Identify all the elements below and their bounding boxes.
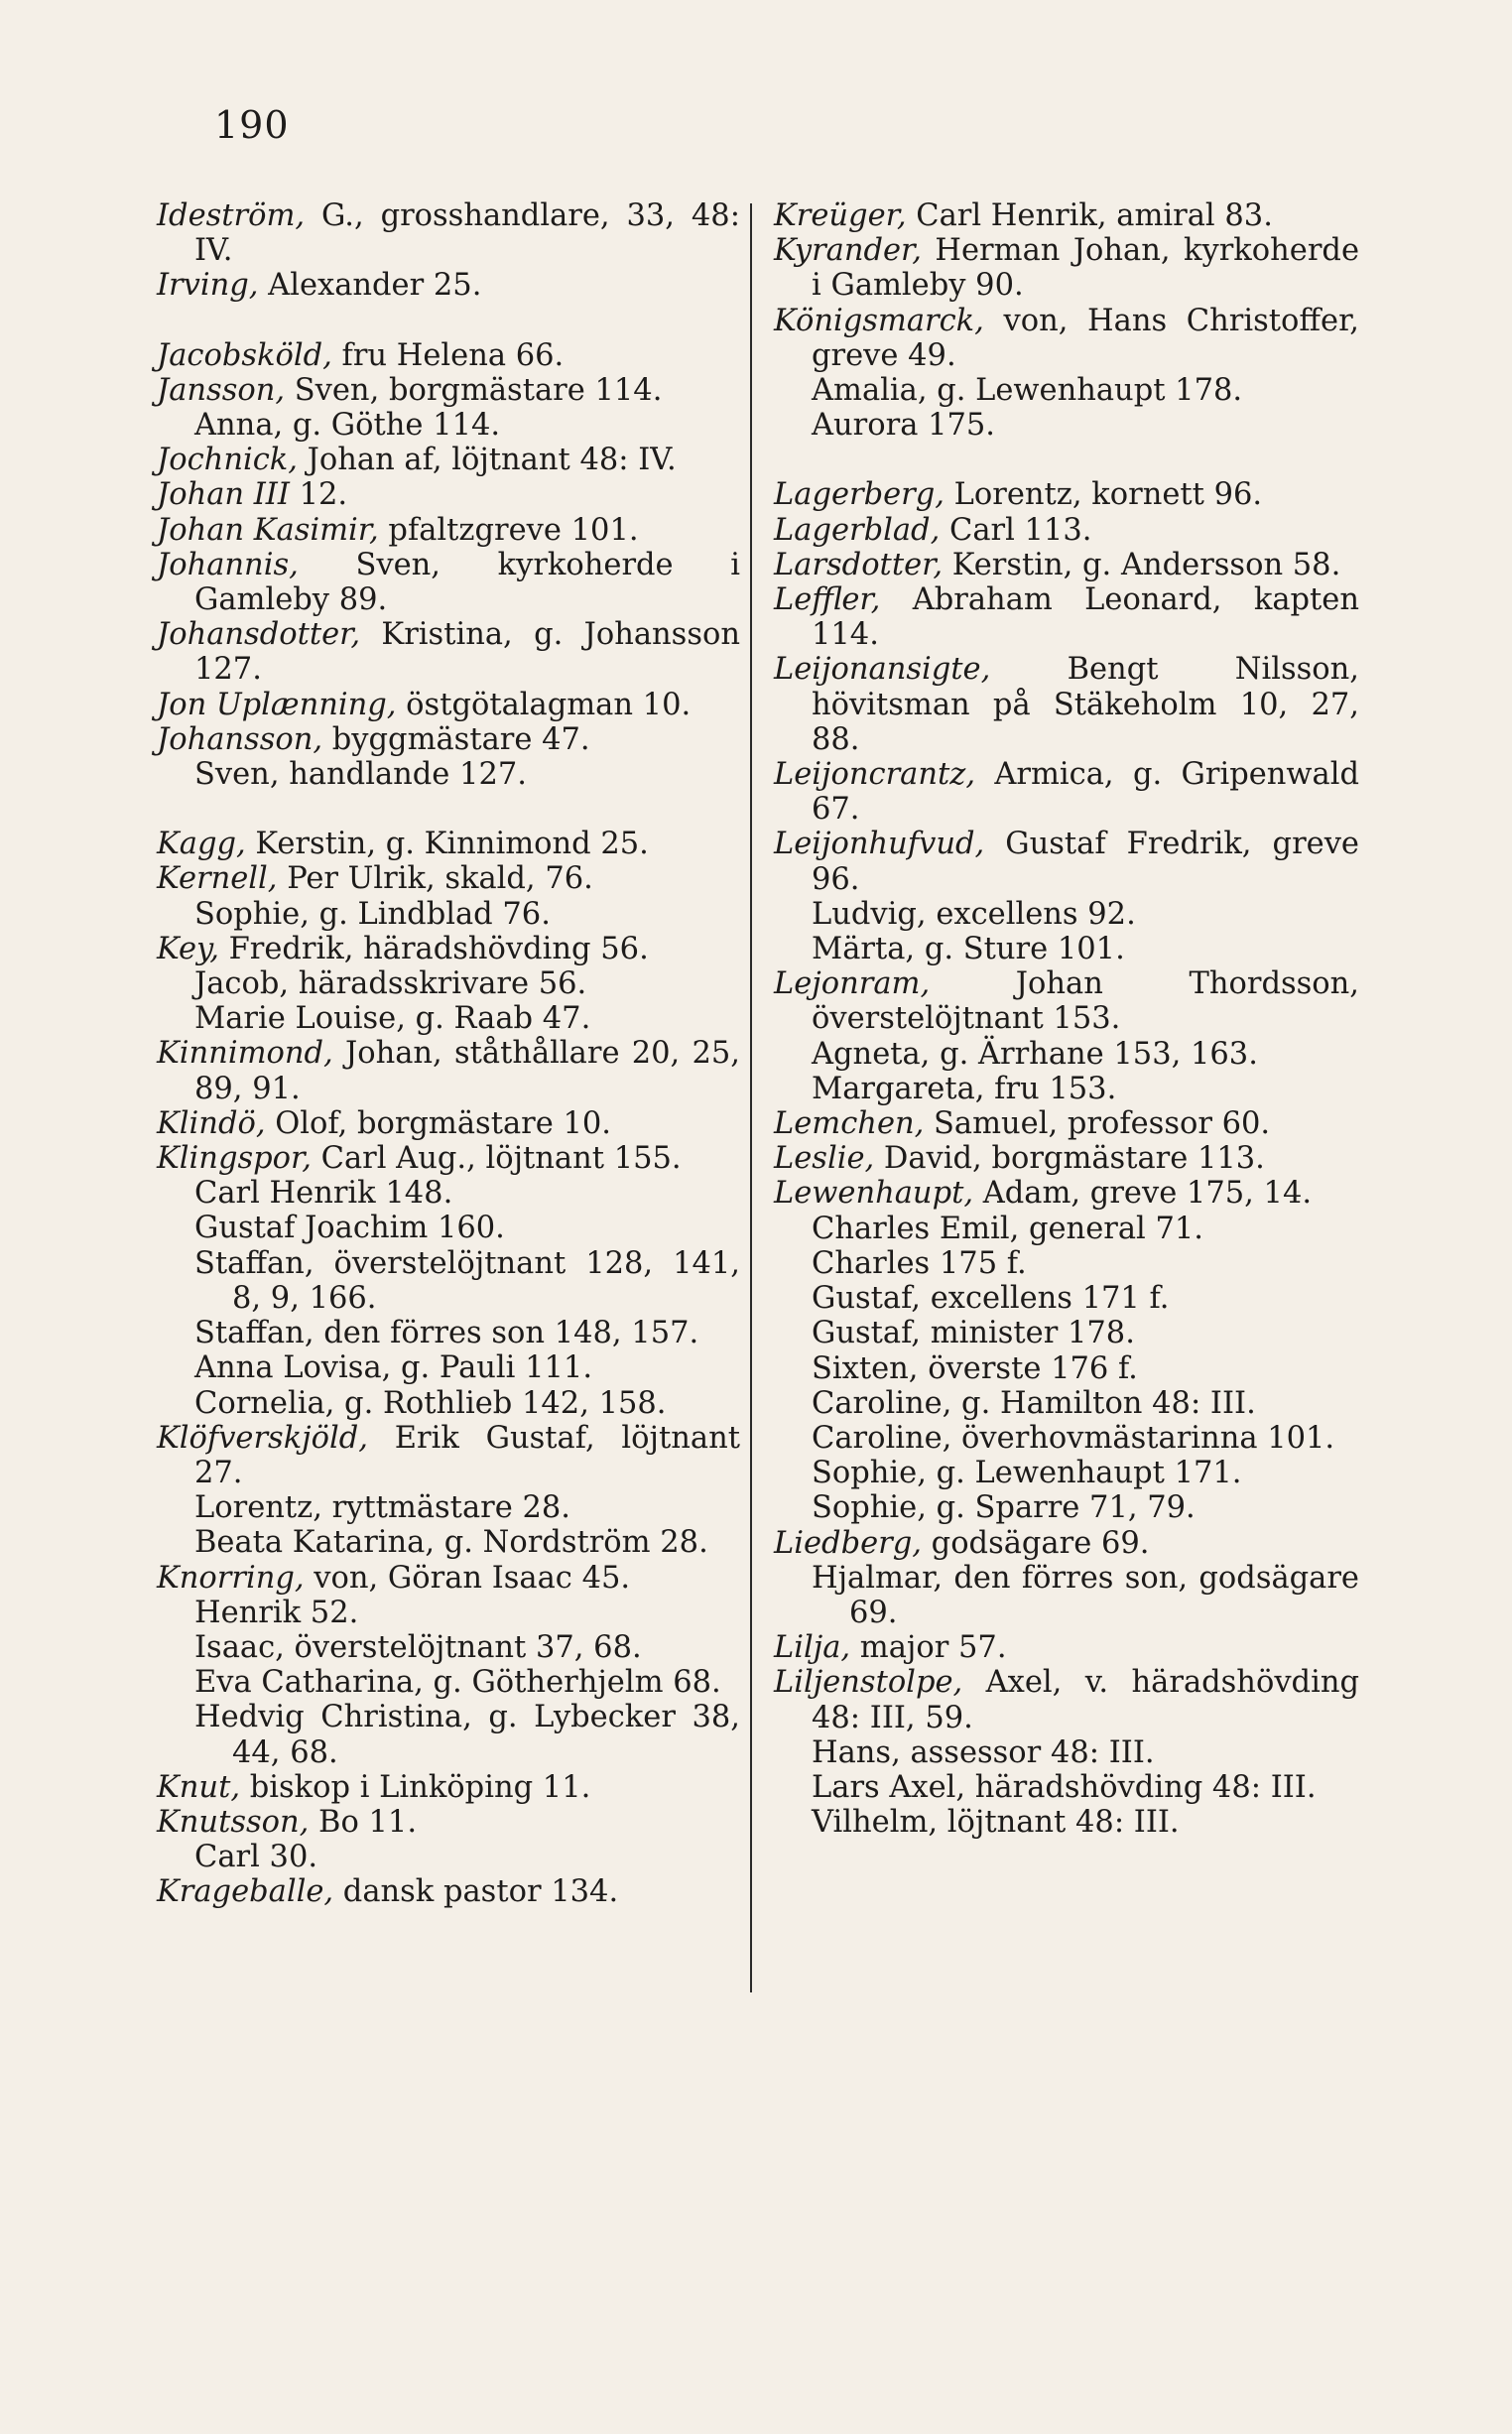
index-entry — [774, 1805, 1359, 1840]
index-entry — [774, 1561, 1359, 1630]
index-entry — [157, 722, 740, 757]
entry-text: Henrik 52. — [194, 1595, 359, 1630]
entry-text: Abraham Leonard, kapten 114. — [812, 582, 1359, 653]
entry-text: Sophie, g. Lewenhaupt 171. — [812, 1456, 1242, 1491]
index-column-right — [774, 198, 1359, 1840]
index-entry — [774, 373, 1359, 408]
index-entry — [774, 1246, 1359, 1281]
index-entry — [157, 1874, 740, 1909]
index-entry — [774, 1106, 1359, 1141]
index-entry — [157, 1561, 740, 1596]
entry-text: Hjalmar, den förres son, godsägare 69. — [812, 1560, 1359, 1630]
entry-name: Johansdotter, — [157, 617, 361, 653]
entry-text: Staffan, överstelöjtnant 128, 141, 8, 9, 166. — [194, 1245, 740, 1316]
entry-name: Klindö, — [157, 1105, 266, 1141]
entry-name: Johannis, — [157, 547, 299, 582]
entry-text: Vilhelm, löjtnant 48: III. — [812, 1805, 1180, 1841]
entry-text: Hedvig Christina, g. Lybecker 38, 44, 68. — [194, 1700, 740, 1770]
entry-text: Lorentz, kornett 96. — [944, 477, 1263, 513]
index-entry — [157, 1770, 740, 1805]
entry-text: Staffan, den förres son 148, 157. — [194, 1316, 699, 1351]
entry-text: Johan Thordsson, överstelöjtnant 153. — [812, 966, 1359, 1037]
entry-text: Sixten, överste 176 f. — [812, 1350, 1138, 1386]
entry-name: Lilja, — [774, 1630, 851, 1666]
index-entry — [774, 198, 1359, 233]
entry-text: Marie Louise, g. Raab 47. — [194, 1001, 591, 1037]
entry-text: Gustaf Joachim 160. — [194, 1211, 505, 1246]
entry-name: Leijonansigte, — [774, 652, 991, 688]
index-entry — [774, 1141, 1359, 1176]
entry-text: biskop i Linköping 11. — [240, 1769, 591, 1805]
entry-text: Agneta, g. Ärrhane 153, 163. — [812, 1036, 1258, 1072]
index-entry — [157, 338, 740, 373]
index-entry — [157, 827, 740, 861]
entry-name: Kyrander, — [774, 233, 922, 269]
entry-text: dansk pastor 134. — [333, 1874, 619, 1910]
index-entry — [157, 548, 740, 617]
index-entry — [157, 1700, 740, 1769]
entry-name: Jansson, — [157, 372, 286, 408]
index-entry — [774, 827, 1359, 896]
entry-name: Key, — [157, 931, 219, 966]
index-entry — [774, 1072, 1359, 1106]
index-entry — [774, 1281, 1359, 1316]
index-entry — [774, 1316, 1359, 1350]
index-entry — [157, 966, 740, 1001]
index-entry — [157, 1036, 740, 1105]
entry-text: Amalia, g. Lewenhaupt 178. — [812, 373, 1243, 409]
entry-text: Per Ulrik, skald, 76. — [277, 861, 593, 897]
index-entry — [157, 443, 740, 477]
entry-name: Jacobsköld, — [157, 337, 332, 373]
index-entry — [774, 233, 1359, 303]
entry-text: Hans, assessor 48: III. — [812, 1734, 1155, 1770]
index-entry — [774, 1630, 1359, 1665]
entry-text: Carl Henrik 148. — [194, 1176, 453, 1212]
column-divider — [750, 203, 752, 1992]
entry-name: Kreüger, — [774, 198, 907, 233]
entry-name: Knutsson, — [157, 1804, 310, 1840]
index-entry — [157, 932, 740, 966]
index-entry — [157, 1490, 740, 1525]
entry-text: Caroline, g. Hamilton 48: III. — [812, 1385, 1256, 1421]
index-entry — [157, 1805, 740, 1840]
entry-name: Krageballe, — [157, 1874, 334, 1910]
index-entry — [157, 1176, 740, 1211]
entry-text: Isaac, överstelöjtnant 37, 68. — [194, 1629, 642, 1665]
entry-text: Gustaf, excellens 171 f. — [812, 1281, 1170, 1317]
index-entry — [157, 1665, 740, 1700]
entry-text: Kerstin, g. Kinnimond 25. — [245, 827, 649, 862]
index-entry — [157, 1141, 740, 1176]
entry-name: Lemchen, — [774, 1106, 925, 1142]
index-entry — [157, 757, 740, 792]
entry-text: Sven, borgmästare 114. — [285, 372, 663, 408]
entry-text: Cornelia, g. Rothlieb 142, 158. — [194, 1385, 667, 1421]
entry-text: Armica, g. Gripenwald 67. — [812, 757, 1359, 828]
index-entry — [774, 1037, 1359, 1072]
entry-name: Jochnick, — [157, 443, 298, 478]
entry-name: Johansson, — [157, 721, 323, 757]
index-entry — [157, 861, 740, 896]
entry-text: Margareta, fru 153. — [812, 1071, 1117, 1106]
index-entry — [774, 548, 1359, 582]
index-entry — [774, 477, 1359, 512]
index-entry — [774, 1770, 1359, 1805]
index-entry — [157, 688, 740, 722]
entry-text: Gustaf, minister 178. — [812, 1316, 1135, 1351]
entry-text: Kerstin, g. Andersson 58. — [943, 547, 1341, 582]
index-entry — [157, 1211, 740, 1245]
index-entry — [774, 966, 1359, 1036]
index-entry — [157, 897, 740, 932]
index-entry — [774, 1526, 1359, 1561]
entry-text: Kristina, g. Johansson 127. — [194, 617, 740, 688]
entry-text: östgötalagman 10. — [396, 687, 692, 722]
index-entry — [157, 1840, 740, 1874]
index-entry — [774, 513, 1359, 548]
entry-text: byggmästare 47. — [322, 721, 590, 757]
entry-text: Erik Gustaf, löjtnant 27. — [194, 1420, 740, 1490]
entry-text: Lorentz, ryttmästare 28. — [194, 1490, 570, 1526]
entry-name: Larsdotter, — [774, 547, 944, 582]
index-entry — [774, 1735, 1359, 1770]
index-entry — [157, 198, 740, 268]
entry-name: Ideström, — [157, 198, 306, 233]
entry-text: pfaltzgreve 101. — [378, 512, 639, 548]
index-entry — [157, 1246, 740, 1316]
index-entry — [157, 1106, 740, 1141]
entry-text: Carl 30. — [194, 1840, 318, 1875]
entry-text: Charles 175 f. — [812, 1245, 1027, 1281]
index-entry — [774, 652, 1359, 757]
index-entry — [774, 408, 1359, 443]
index-entry — [157, 477, 740, 512]
entry-text: Sven, handlande 127. — [194, 757, 527, 793]
entry-text: 12. — [289, 477, 348, 513]
entry-text: von, Hans Christoffer, greve 49. — [812, 303, 1359, 373]
entry-text: Ludvig, excellens 92. — [812, 896, 1136, 932]
index-entry — [774, 757, 1359, 827]
index-entry — [157, 1596, 740, 1630]
entry-name: Kernell, — [157, 861, 278, 897]
entry-text: Alexander 25. — [258, 268, 482, 304]
entry-text: Aurora 175. — [812, 408, 995, 444]
entry-text: Johan af, löjtnant 48: IV. — [297, 443, 677, 478]
index-entry — [157, 1350, 740, 1385]
entry-text: Lars Axel, häradshövding 48: III. — [812, 1769, 1317, 1805]
index-entry — [157, 1525, 740, 1560]
entry-text: von, Göran Isaac 45. — [304, 1560, 631, 1596]
entry-name: Klingspor, — [157, 1141, 312, 1177]
entry-text: Samuel, professor 60. — [924, 1106, 1271, 1142]
entry-name: Leffler, — [774, 582, 881, 618]
entry-name: Leslie, — [774, 1141, 875, 1177]
entry-text: Olof, borgmästare 10. — [265, 1105, 611, 1141]
index-entry — [774, 932, 1359, 966]
entry-text: Anna Lovisa, g. Pauli 111. — [194, 1350, 593, 1386]
entry-text: Caroline, överhovmästarinna 101. — [812, 1420, 1335, 1456]
entry-text: David, borgmästare 113. — [874, 1141, 1265, 1177]
index-entry — [774, 1386, 1359, 1421]
index-entry — [774, 1212, 1359, 1246]
entry-text: Johan, ståthållare 20, 25, 89, 91. — [194, 1036, 740, 1106]
entry-text: Jacob, häradsskrivare 56. — [194, 966, 587, 1002]
index-column-left — [157, 198, 740, 1910]
entry-text: Gustaf Fredrik, greve 96. — [812, 827, 1359, 897]
entry-name: Lewenhaupt, — [774, 1176, 974, 1212]
entry-text: Herman Johan, kyrkoherde i Gamleby 90. — [812, 233, 1359, 304]
entry-name: Königsmarck, — [774, 303, 984, 338]
entry-name: Leijonhufvud, — [774, 827, 985, 862]
entry-name: Johan Kasimir, — [157, 512, 379, 548]
entry-text: Bengt Nilsson, hövitsman på Stäkeholm 10, 27, 88. — [812, 652, 1359, 757]
entry-name: Johan III — [157, 477, 290, 513]
index-entry — [157, 1316, 740, 1350]
entry-text: fru Helena 66. — [331, 337, 565, 373]
entry-name: Kinnimond, — [157, 1036, 333, 1072]
entry-name: Liljenstolpe, — [774, 1665, 963, 1701]
entry-name: Knut, — [157, 1769, 241, 1805]
index-entry — [774, 1351, 1359, 1386]
entry-name: Lejonram, — [774, 966, 931, 1002]
index-entry — [157, 617, 740, 687]
entry-text: Adam, greve 175, 14. — [973, 1176, 1313, 1212]
index-entry — [157, 1001, 740, 1036]
entry-name: Kagg, — [157, 827, 246, 862]
index-entry — [157, 408, 740, 443]
index-entry — [774, 1421, 1359, 1456]
entry-text: G., grosshandlare, 33, 48: IV. — [194, 198, 740, 269]
entry-name: Liedberg, — [774, 1525, 922, 1561]
entry-text: Fredrik, häradshövding 56. — [218, 931, 649, 966]
entry-text: godsägare 69. — [921, 1525, 1150, 1561]
index-entry — [157, 1386, 740, 1421]
entry-text: Carl Aug., löjtnant 155. — [311, 1141, 682, 1177]
entry-name: Knorring, — [157, 1560, 305, 1596]
index-entry — [774, 1665, 1359, 1734]
entry-name: Lagerblad, — [774, 512, 941, 548]
entry-text: Beata Katarina, g. Nordström 28. — [194, 1525, 708, 1561]
index-entry — [774, 1490, 1359, 1525]
entry-text: Sophie, g. Sparre 71, 79. — [812, 1490, 1196, 1526]
page-number: 190 — [214, 103, 290, 147]
entry-text: Axel, v. häradshövding 48: III, 59. — [812, 1665, 1359, 1735]
index-entry — [157, 373, 740, 408]
entry-name: Jon Uplænning, — [157, 687, 397, 722]
entry-text: Anna, g. Göthe 114. — [194, 408, 501, 444]
entry-name: Lagerberg, — [774, 477, 945, 513]
index-entry — [774, 897, 1359, 932]
entry-text: Märta, g. Sture 101. — [812, 932, 1125, 967]
entry-text: Eva Catharina, g. Götherhjelm 68. — [194, 1665, 721, 1701]
index-entry — [157, 513, 740, 548]
entry-text: major 57. — [850, 1630, 1007, 1666]
entry-text: Sophie, g. Lindblad 76. — [194, 896, 551, 932]
entry-text: Bo 11. — [309, 1804, 418, 1840]
index-entry — [774, 1456, 1359, 1490]
entry-text: Charles Emil, general 71. — [812, 1211, 1203, 1246]
index-entry — [157, 1421, 740, 1490]
index-entry — [157, 268, 740, 303]
entry-name: Klöfverskjöld, — [157, 1420, 368, 1456]
index-entry — [774, 304, 1359, 373]
entry-name: Irving, — [157, 268, 259, 304]
index-entry — [774, 582, 1359, 652]
index-entry — [774, 1176, 1359, 1211]
index-entry — [157, 1630, 740, 1665]
entry-text: Sven, kyrkoherde i Gamleby 89. — [194, 547, 740, 618]
entry-name: Leijoncrantz, — [774, 757, 976, 793]
entry-text: Carl 113. — [940, 512, 1092, 548]
entry-text: Carl Henrik, amiral 83. — [906, 198, 1273, 233]
